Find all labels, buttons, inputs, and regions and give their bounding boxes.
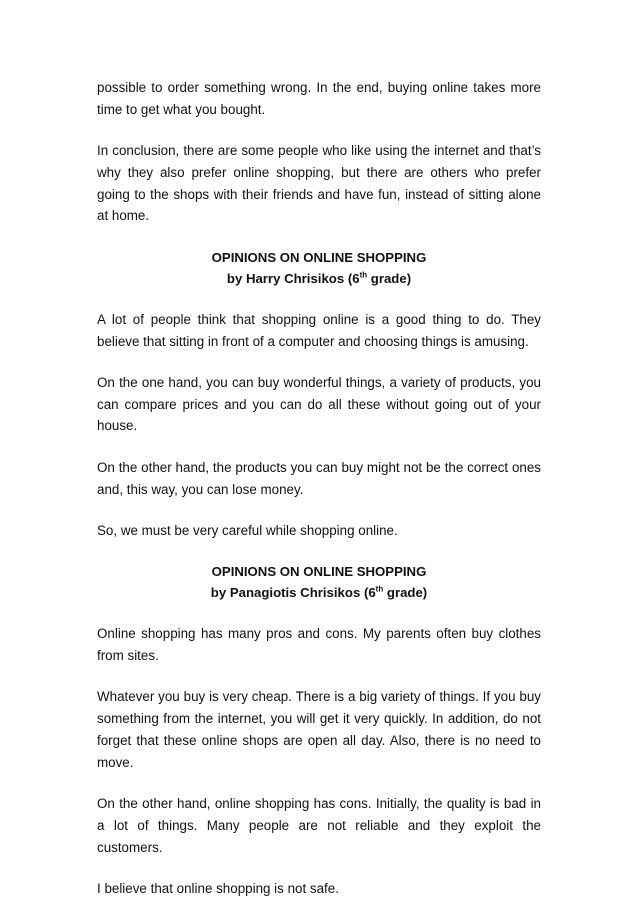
section2-paragraph-4: I believe that online shopping is not safe. bbox=[97, 880, 339, 896]
paragraph-intro-2: In conclusion, there are some people who like using the internet and that’s why they also prefer online shopping, but there are others who prefer going to the shops with their friends and have fun, instead of sitting alone at home. bbox=[97, 143, 541, 224]
section2-paragraph-3: On the other hand, online shopping has cons. Initially, the quality is bad in a lot of things. Many people are not reliable and they exploit the customers. bbox=[97, 795, 541, 855]
section2-byline bbox=[97, 582, 541, 603]
paragraph-intro-1: possible to order something wrong. In the end, buying online takes more time to get what you bought. bbox=[97, 80, 541, 117]
section1-paragraph-3: On the other hand, the products you can buy might not be the correct ones and, this way, you can lose money. bbox=[97, 459, 541, 497]
section1-paragraph-2: On the one hand, you can buy wonderful things, a variety of products, you can compare prices and you can do all these without going out of your house. bbox=[97, 374, 541, 434]
section2-heading bbox=[97, 561, 541, 603]
section1-title: OPINIONS ON ONLINE SHOPPING bbox=[211, 249, 427, 265]
section2-paragraph-1: Online shopping has many pros and cons. My parents often buy clothes from sites. bbox=[97, 626, 541, 663]
section1-paragraph-1: A lot of people think that shopping online is a good thing to do. They believe that sitting in front of a computer and choosing things is amusing. bbox=[97, 311, 541, 349]
document-page bbox=[97, 77, 541, 919]
section2-paragraph-2: Whatever you buy is very cheap. There is a big variety of things. If you buy something from the internet, you will get it very quickly. In addition, do not forget that these online shops are open all day. Also, there is no need to move. bbox=[97, 689, 541, 770]
section1-paragraph-4: So, we must be very careful while shopping online. bbox=[97, 522, 398, 538]
section2-byline-sup: th bbox=[375, 584, 384, 594]
section2-title: OPINIONS ON ONLINE SHOPPING bbox=[211, 564, 427, 580]
section2-byline-suffix: grade) bbox=[383, 585, 428, 601]
section1-byline-prefix: by Harry Chrisikos (6 bbox=[226, 270, 360, 286]
section2-byline-prefix: by Panagiotis Chrisikos (6 bbox=[210, 585, 376, 601]
section1-byline-suffix: grade) bbox=[367, 270, 412, 286]
section1-byline bbox=[97, 268, 541, 289]
section1-byline-sup: th bbox=[359, 270, 368, 280]
section1-heading bbox=[97, 247, 541, 289]
